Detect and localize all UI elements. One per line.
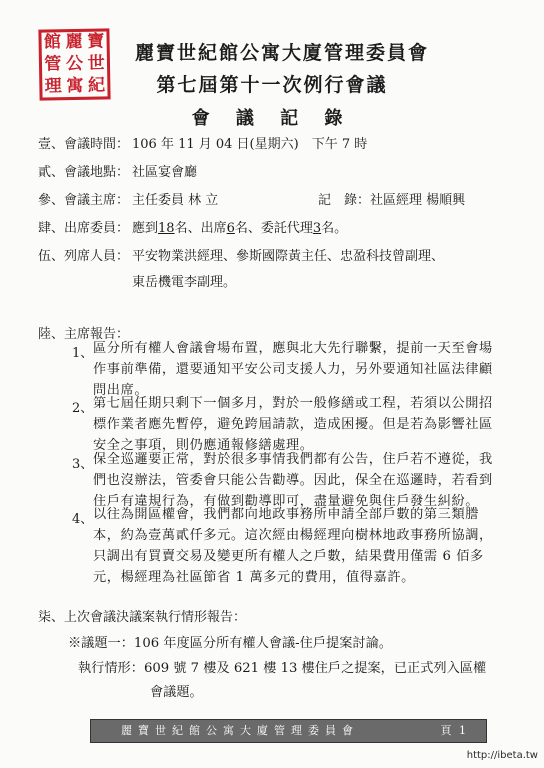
item-label: 主席報告： [64,327,130,342]
attendance-text: 應到 [132,221,159,236]
source-watermark: http://ibeta.tw [466,750,538,761]
guests-line: 平安物業洪經理、參斯國際黃主任、忠盈科技曾副理、 [132,249,445,264]
document-header [0,38,544,130]
report-item-3 [93,449,493,512]
report-line: 元，楊經理為社區節省 1 萬多元的費用，值得嘉許。 [93,570,415,585]
recorder-label: 記 錄： [318,193,371,208]
report-line: 第七屆任期只剩下一個多月，對於一般修繕或工程，若須以公開招 [93,396,493,411]
report-line: 安全之事項，則仍應通報修繕處理。 [93,438,314,453]
resolution-topic-text: ※議題一：106 年度區分所有權人會議-住戶提案討論。 [68,636,392,651]
report-line: 保全巡邏要正常，對於很多事情我們都有公告，住戶若不遵從，我 [93,452,493,467]
meeting-time-row [38,133,367,152]
attendance-text: 名。 [321,221,348,236]
item-label: 列席人員： [64,249,130,264]
attendance-row [38,217,347,236]
guests-row [38,245,444,264]
recorder-field [318,189,465,208]
item-label: 會議地點： [64,165,130,180]
item-number: 貳、 [38,165,65,180]
seal-char: 寶 [87,31,105,53]
item-number: 伍、 [38,249,65,264]
report-item-4 [93,504,493,588]
chair-value: 主任委員 林 立 [132,193,219,208]
doc-type-title: 會 議 記 錄 [191,108,353,129]
item-number: 壹、 [38,137,65,152]
report-line: 標作業者應先暫停，避免跨屆請款，造成困擾。但是若為影響社區 [93,417,493,432]
item-number: 參、 [38,193,65,208]
report-line: 以往為開區權會，我們都向地政事務所申請全部戶數的第三類謄 [93,507,480,522]
meeting-time-value: 106 年 11 月 04 日(星期六) 下午 7 時 [132,137,368,152]
org-title: 麗寶世紀館公寓大廈管理委員會 [134,42,429,64]
seal-char: 紀 [87,75,106,96]
item-number: 柒、 [38,610,65,625]
meeting-place-row [38,161,197,180]
seal-char: 世 [87,53,105,74]
attendance-due-count: 18 [158,221,175,236]
report-line: 問出席。 [93,383,149,398]
item-label: 會議時間： [64,137,130,152]
resolution-topic [68,632,392,651]
recorder-value: 社區經理 楊順興 [370,193,466,208]
seal-char: 麗 [65,32,83,53]
report-line: 作事前準備，還要通知平安公司支援人力，另外要通知社區法律顧 [93,362,493,377]
report-item-number: 3、 [72,457,94,472]
execution-status-text: 會議題。 [150,685,203,700]
report-line: 住戶有違規行為，有做到勸導即可，盡量避免與住戶發生糾紛。 [93,494,480,509]
attendance-text: 名、出席 [174,221,227,236]
report-item-1 [93,338,493,401]
execution-status-text: 609 號 7 樓及 621 樓 13 樓住戶之提案，已正式列入區權 [143,661,487,676]
page-footer-bar [90,719,487,743]
attendance-proxy-count: 3 [312,221,322,236]
item-number: 陸、 [38,327,65,342]
item-label: 會議主席： [64,193,130,208]
seal-char: 管 [44,54,62,75]
previous-resolutions-heading [38,606,246,625]
meeting-place-value: 社區宴會廳 [132,165,198,180]
seal-char: 寓 [66,75,84,96]
seal-char: 理 [44,75,62,97]
guests-row-continued [132,271,236,290]
execution-status [78,657,486,676]
report-item-number: 1、 [72,346,94,361]
seal-char: 公 [65,53,84,75]
item-label: 上次會議決議案執行情形報告： [64,610,247,625]
execution-status-continued [150,681,203,700]
report-item-number: 2、 [72,401,94,416]
footer-title: 麗寶世紀館公寓大廈管理委員會 [121,724,359,737]
page-number: 頁 1 [440,724,468,737]
report-item-2 [93,393,493,456]
report-item-number: 4、 [72,512,94,527]
chair-row [38,189,218,208]
guests-line: 東岳機電李副理。 [132,275,237,290]
item-number: 肆、 [38,221,65,236]
item-label: 出席委員： [64,221,130,236]
attendance-text: 名、委託代理 [234,221,313,236]
seal-char: 館 [43,32,62,53]
attendance-present-count: 6 [226,221,235,236]
report-line: 區分所有權人會議會場布置，應與北大先行聯繫，提前一天至會場 [93,341,493,356]
meeting-title: 第七屆第十一次例行會議 [156,74,388,96]
execution-status-label: 執行情形： [78,661,144,676]
report-line: 只調出有買賣交易及變更所有權人之戶數，結果費用僅需 6 佰多 [93,549,484,564]
report-line: 本，約為壹萬貳仟多元。這次經由楊經理向樹林地政事務所協調， [93,528,493,543]
report-line: 們也沒辦法，管委會只能公告勸導。因此，保全在巡邏時，若看到 [93,473,493,488]
